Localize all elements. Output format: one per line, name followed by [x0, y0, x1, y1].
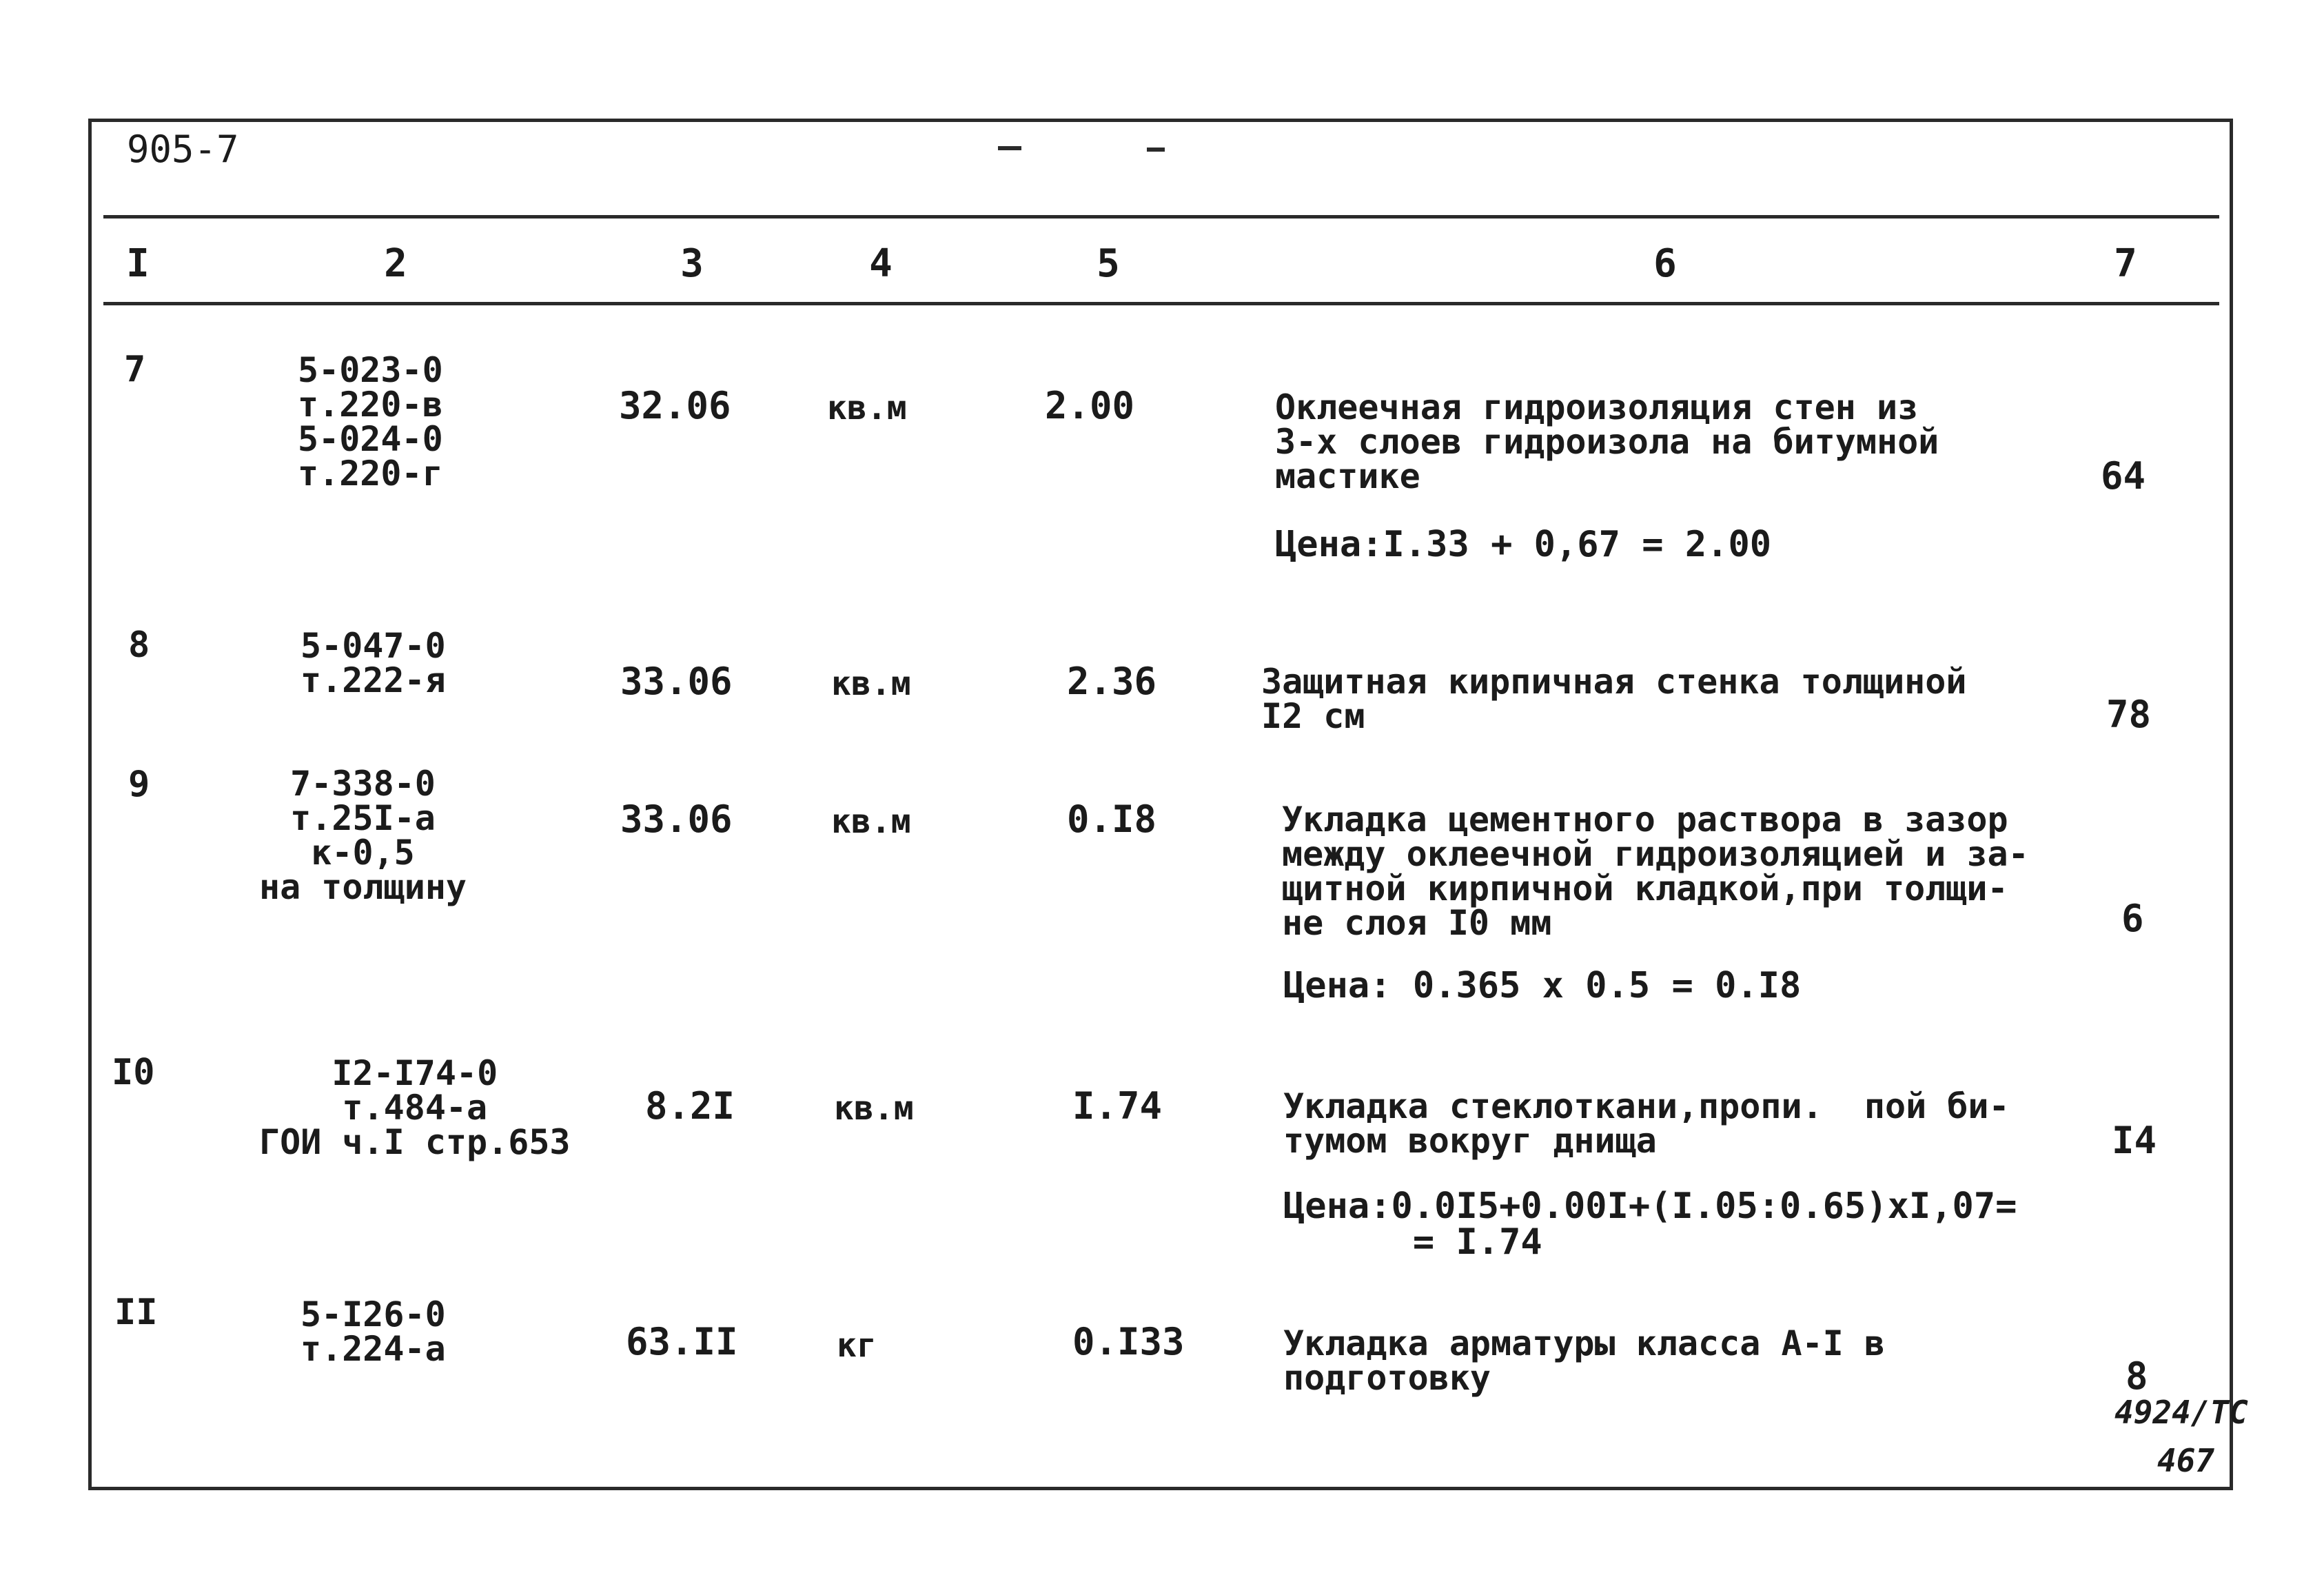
unit: кв.м	[831, 664, 911, 703]
price-calculation: Цена:0.0I5+0.00I+(I.05:0.65)хI,07= = I.74	[1283, 1186, 2017, 1263]
column-header-6: 6	[1653, 241, 1677, 286]
total-amount: 64	[2101, 454, 2146, 498]
work-description: Укладка цементного раствора в зазор между оклеечной гидроизоляцией и за- щитной кирпичной кладкой,при толщи- не слоя I0 мм	[1282, 800, 2029, 943]
total-amount: 6	[2121, 897, 2144, 940]
row-number: 8	[128, 624, 150, 666]
total-amount: 8	[2126, 1354, 2148, 1398]
norm-reference: 5-I26-0 т.224-а	[300, 1294, 446, 1369]
unit: кв.м	[827, 389, 907, 427]
header-top-rule	[103, 215, 2219, 219]
work-description: Оклеечная гидроизоляция стен из 3-х слоев гидроизола на битумной мастике	[1275, 387, 1939, 496]
norm-reference: 7-338-0 т.25I-а к-0,5 на толщину	[259, 764, 467, 907]
work-description: Укладка стеклоткани,пропи. пой би- тумом вокруг днища	[1283, 1086, 2010, 1161]
quantity: 63.II	[626, 1320, 738, 1363]
column-header-7: 7	[2114, 241, 2137, 286]
unit-price: 0.I33	[1072, 1320, 1185, 1363]
unit-price: 0.I8	[1067, 798, 1157, 841]
row-number: I0	[112, 1052, 155, 1093]
norm-reference: 5-023-0 т.220-в 5-024-0 т.220-г	[298, 350, 443, 494]
row-number: II	[114, 1292, 158, 1333]
row-number: 9	[128, 764, 150, 805]
header-dash-mark	[998, 146, 1021, 150]
norm-reference: I2-I74-0 т.484-а ГОИ ч.I стр.653	[259, 1053, 571, 1162]
column-header-4: 4	[869, 241, 893, 286]
quantity: 33.06	[620, 660, 733, 703]
unit-price: 2.00	[1045, 384, 1135, 427]
header-dash-mark	[1147, 148, 1165, 152]
column-header-2: 2	[384, 241, 407, 286]
unit-price: I.74	[1072, 1084, 1163, 1128]
header-bottom-rule	[103, 302, 2219, 305]
total-amount: 78	[2106, 693, 2152, 736]
unit: кг	[837, 1326, 877, 1365]
work-description: Защитная кирпичная стенка толщиной I2 см	[1261, 662, 1967, 736]
column-header-3: 3	[680, 241, 704, 286]
unit: кв.м	[831, 802, 911, 841]
norm-reference: 5-047-0 т.222-я	[300, 626, 446, 700]
column-header-5: 5	[1097, 241, 1120, 286]
page-number: 467	[2157, 1442, 2215, 1479]
unit-price: 2.36	[1067, 660, 1157, 703]
row-number: 7	[124, 349, 146, 390]
quantity: 33.06	[620, 798, 733, 841]
total-amount: I4	[2112, 1119, 2157, 1162]
price-calculation: Цена:I.33 + 0,67 = 2.00	[1275, 524, 1772, 565]
quantity: 8.2I	[645, 1084, 735, 1128]
document-code: 905-7	[127, 128, 239, 171]
column-header-1: I	[126, 241, 150, 286]
quantity: 32.06	[619, 384, 731, 427]
inventory-mark: 4924/ТС	[2114, 1394, 2248, 1431]
unit: кв.м	[834, 1089, 914, 1128]
price-calculation: Цена: 0.365 х 0.5 = 0.I8	[1283, 965, 1802, 1006]
work-description: Укладка арматуры класса А-I в подготовку	[1283, 1323, 1885, 1398]
